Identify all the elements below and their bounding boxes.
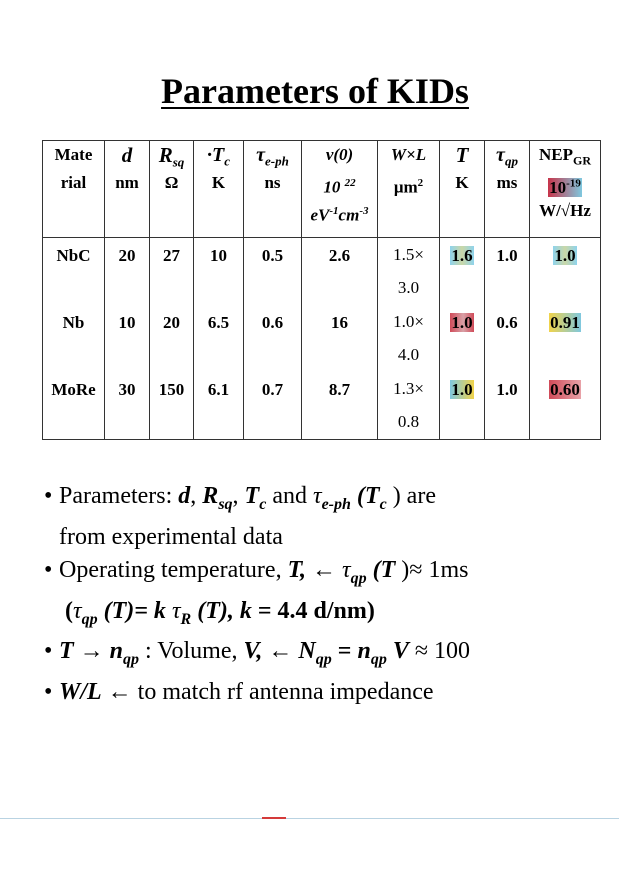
highlight-nep-more: 0.60 <box>550 380 580 399</box>
col-rsq: 27 20 150 <box>150 238 194 440</box>
highlight-nep-nbc: 1.0 <box>554 246 576 265</box>
bullet-parameters: • Parameters: d, $R_{sq}$, $T_c$ and $\tau_{e-ph}$ ($T_c$ ) are from experimental data <box>44 483 436 550</box>
col-teph: 0.5 0.6 0.7 <box>244 238 302 440</box>
highlight-t-nb: 1.0 <box>451 313 473 332</box>
highlight-nep-nb: 0.91 <box>550 313 580 332</box>
col-t <box>440 238 485 440</box>
bullet-quasiparticle-density: • $T \to n_{qp}$ : Volume, V, ← $N_{qp} = n_{qp}$ V ≈ 100 <box>44 638 470 669</box>
kids-parameters-table <box>42 140 601 440</box>
header-tc: $\cdot T_c$ K <box>194 141 244 238</box>
bullet-operating-temperature: • Operating temperature, T, ← $\tau_{qp}$ (T )≈ 1ms ($\tau_{qp}$ (T)= k $\tau_R$ (T), k = 4.4 d/nm) <box>44 556 469 628</box>
highlight-t-nbc: 1.6 <box>451 246 473 265</box>
header-rsq: $R_{sq}$ Ω <box>150 141 194 238</box>
highlight-t-more: 1.0 <box>451 380 473 399</box>
header-nep: $NEP_{GR}$ $10^{-19}$ W/√Hz <box>530 141 601 238</box>
header-d: d nm <box>105 141 150 238</box>
col-wl: 1.5× 3.0 1.0× 4.0 1.3× 0.8 <box>378 238 440 440</box>
table-body-row <box>43 238 601 440</box>
col-material: NbC Nb MoRe <box>43 238 105 440</box>
header-wl: W×L $\mu m^2$ <box>378 141 440 238</box>
page-title: Parameters of KIDs <box>161 71 469 111</box>
bullet-list <box>44 480 614 709</box>
col-dos: 2.6 16 8.7 <box>302 238 378 440</box>
header-material: Mate rial <box>43 141 105 238</box>
bottom-divider <box>0 818 619 819</box>
col-nep <box>530 238 601 440</box>
table-header-row <box>43 141 601 238</box>
col-tc: 10 6.5 6.1 <box>194 238 244 440</box>
nep-scale-highlight: $10^{-19}$ <box>549 177 581 197</box>
bottom-accent-mark <box>262 817 286 819</box>
col-d: 20 10 30 <box>105 238 150 440</box>
header-dos: ν(0) 10 $^{22}$ $eV^{-1}cm^{-3}$ <box>302 141 378 238</box>
bullet-wl-ratio: • W/L ← to match rf antenna impedance <box>44 679 434 706</box>
header-tqp: $\tau_{qp}$ ms <box>485 141 530 238</box>
header-teph: $\tau_{e-ph}$ ns <box>244 141 302 238</box>
col-tqp: 1.0 0.6 1.0 <box>485 238 530 440</box>
header-t: T K <box>440 141 485 238</box>
